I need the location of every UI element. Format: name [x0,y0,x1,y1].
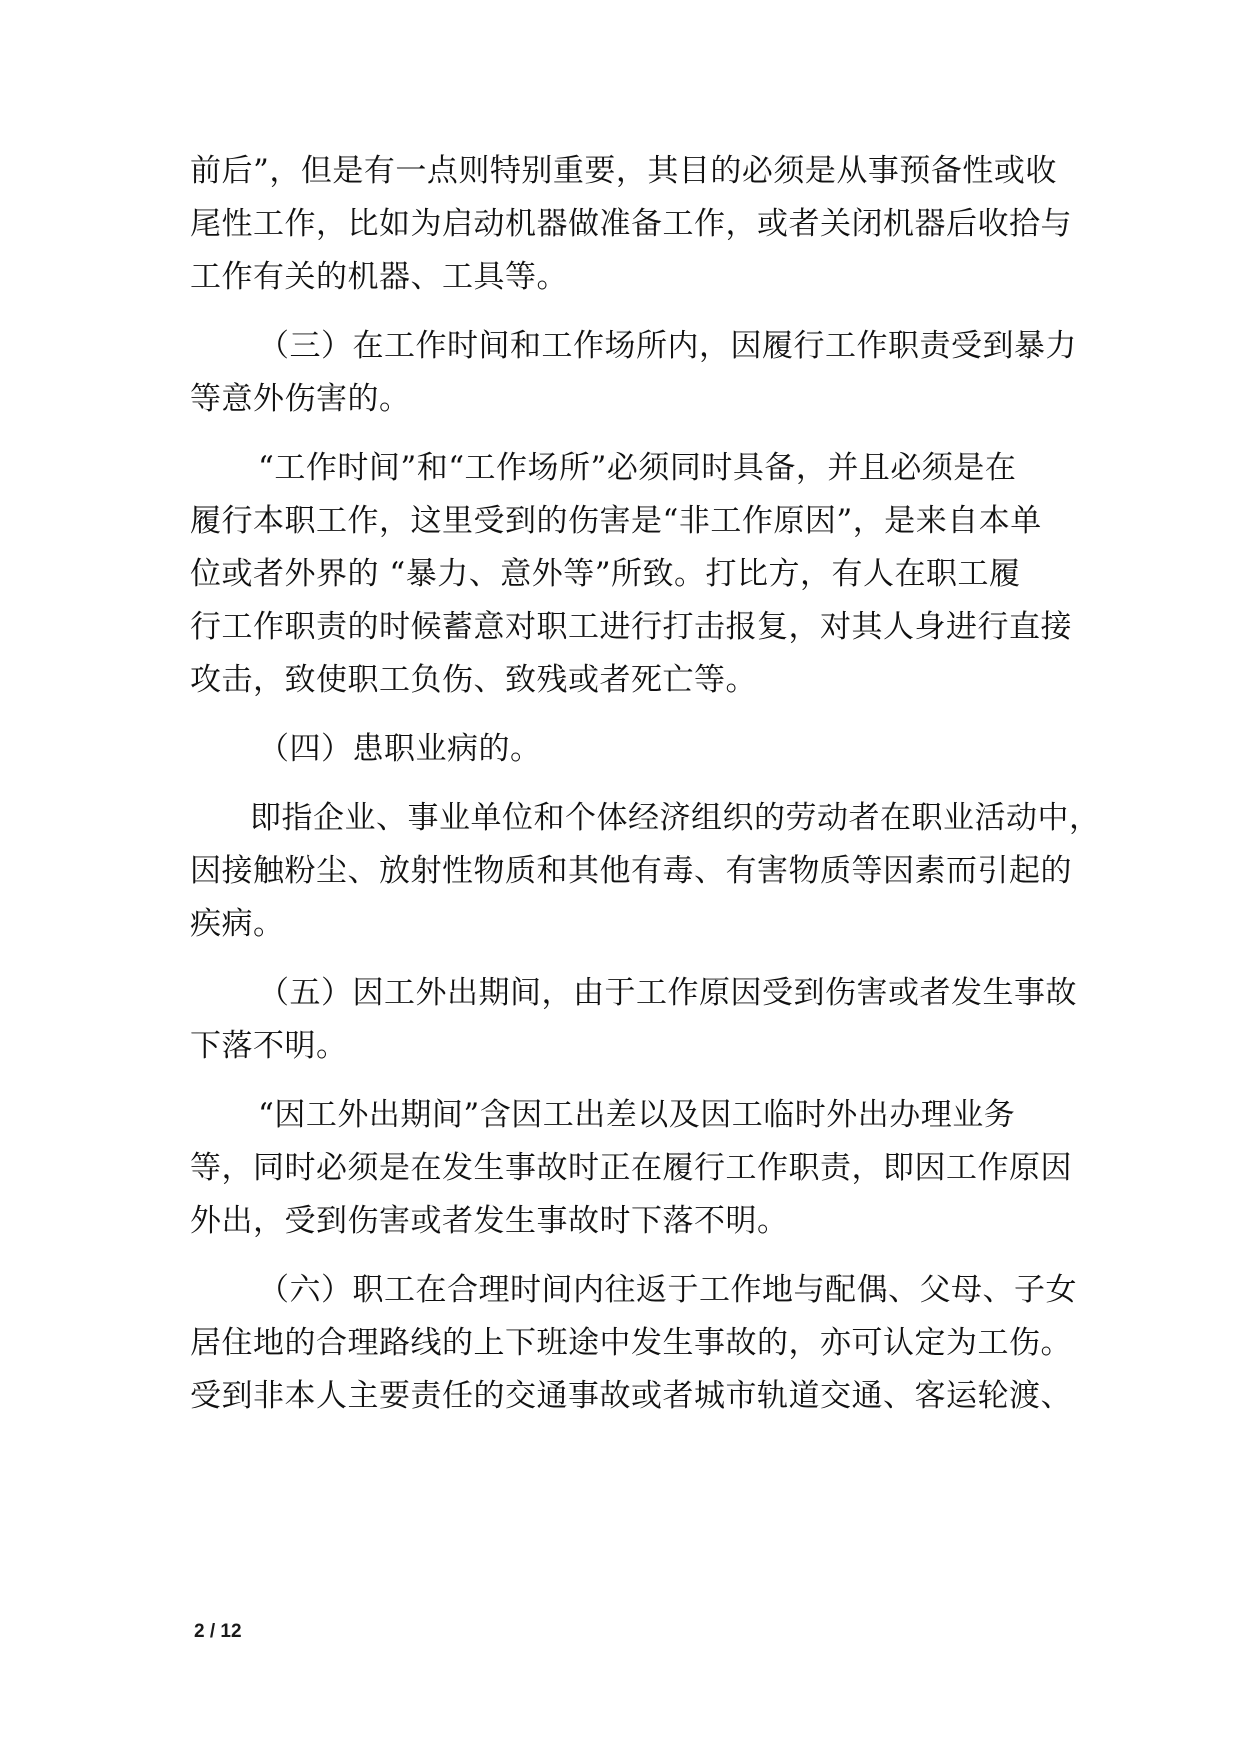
body-text-line: 位或者外界的 “暴力、意外等”所致。打比方，有人在职工履 [190,556,1021,592]
body-text-line: 即指企业、事业单位和个体经济组织的劳动者在职业活动中， [250,800,1101,836]
body-text-line: 尾性工作，比如为启动机器做准备工作，或者关闭机器后收拾与 [190,206,1072,242]
section-heading-5: （五）因工外出期间，由于工作原因受到伤害或者发生事故 [258,975,1077,1011]
body-text-line: 受到非本人主要责任的交通事故或者城市轨道交通、客运轮渡、 [190,1378,1072,1414]
body-text-line: 等，同时必须是在发生事故时正在履行工作职责，即因工作原因 [190,1150,1072,1186]
body-text-line: 攻击，致使职工负伤、致残或者死亡等。 [190,662,757,698]
body-text-line: “因工外出期间”含因工出差以及因工临时外出办理业务 [258,1097,1016,1133]
body-text-line: 居住地的合理路线的上下班途中发生事故的，亦可认定为工伤。 [190,1325,1072,1361]
page-number: 2 / 12 [194,1621,242,1642]
body-text-line: 因接触粉尘、放射性物质和其他有毒、有害物质等因素而引起的 [190,853,1072,889]
body-text-line: 下落不明。 [190,1028,348,1064]
body-text-line: 工作有关的机器、工具等。 [190,259,568,295]
section-heading-6: （六）职工在合理时间内往返于工作地与配偶、父母、子女 [258,1272,1077,1308]
body-text-line: 外出，受到伤害或者发生事故时下落不明。 [190,1203,789,1239]
section-heading-3: （三）在工作时间和工作场所内，因履行工作职责受到暴力 [258,328,1077,364]
body-text-line: 前后”，但是有一点则特别重要，其目的必须是从事预备性或收 [190,153,1057,189]
body-text-line: “工作时间”和“工作场所”必须同时具备，并且必须是在 [258,450,1017,486]
body-text-line: 履行本职工作，这里受到的伤害是“非工作原因”，是来自本单 [190,503,1042,539]
body-text-line: 行工作职责的时候蓄意对职工进行打击报复，对其人身进行直接 [190,609,1072,645]
body-text-line: 等意外伤害的。 [190,381,411,417]
body-text-line: 疾病。 [190,906,285,942]
section-heading-4: （四）患职业病的。 [258,731,542,767]
